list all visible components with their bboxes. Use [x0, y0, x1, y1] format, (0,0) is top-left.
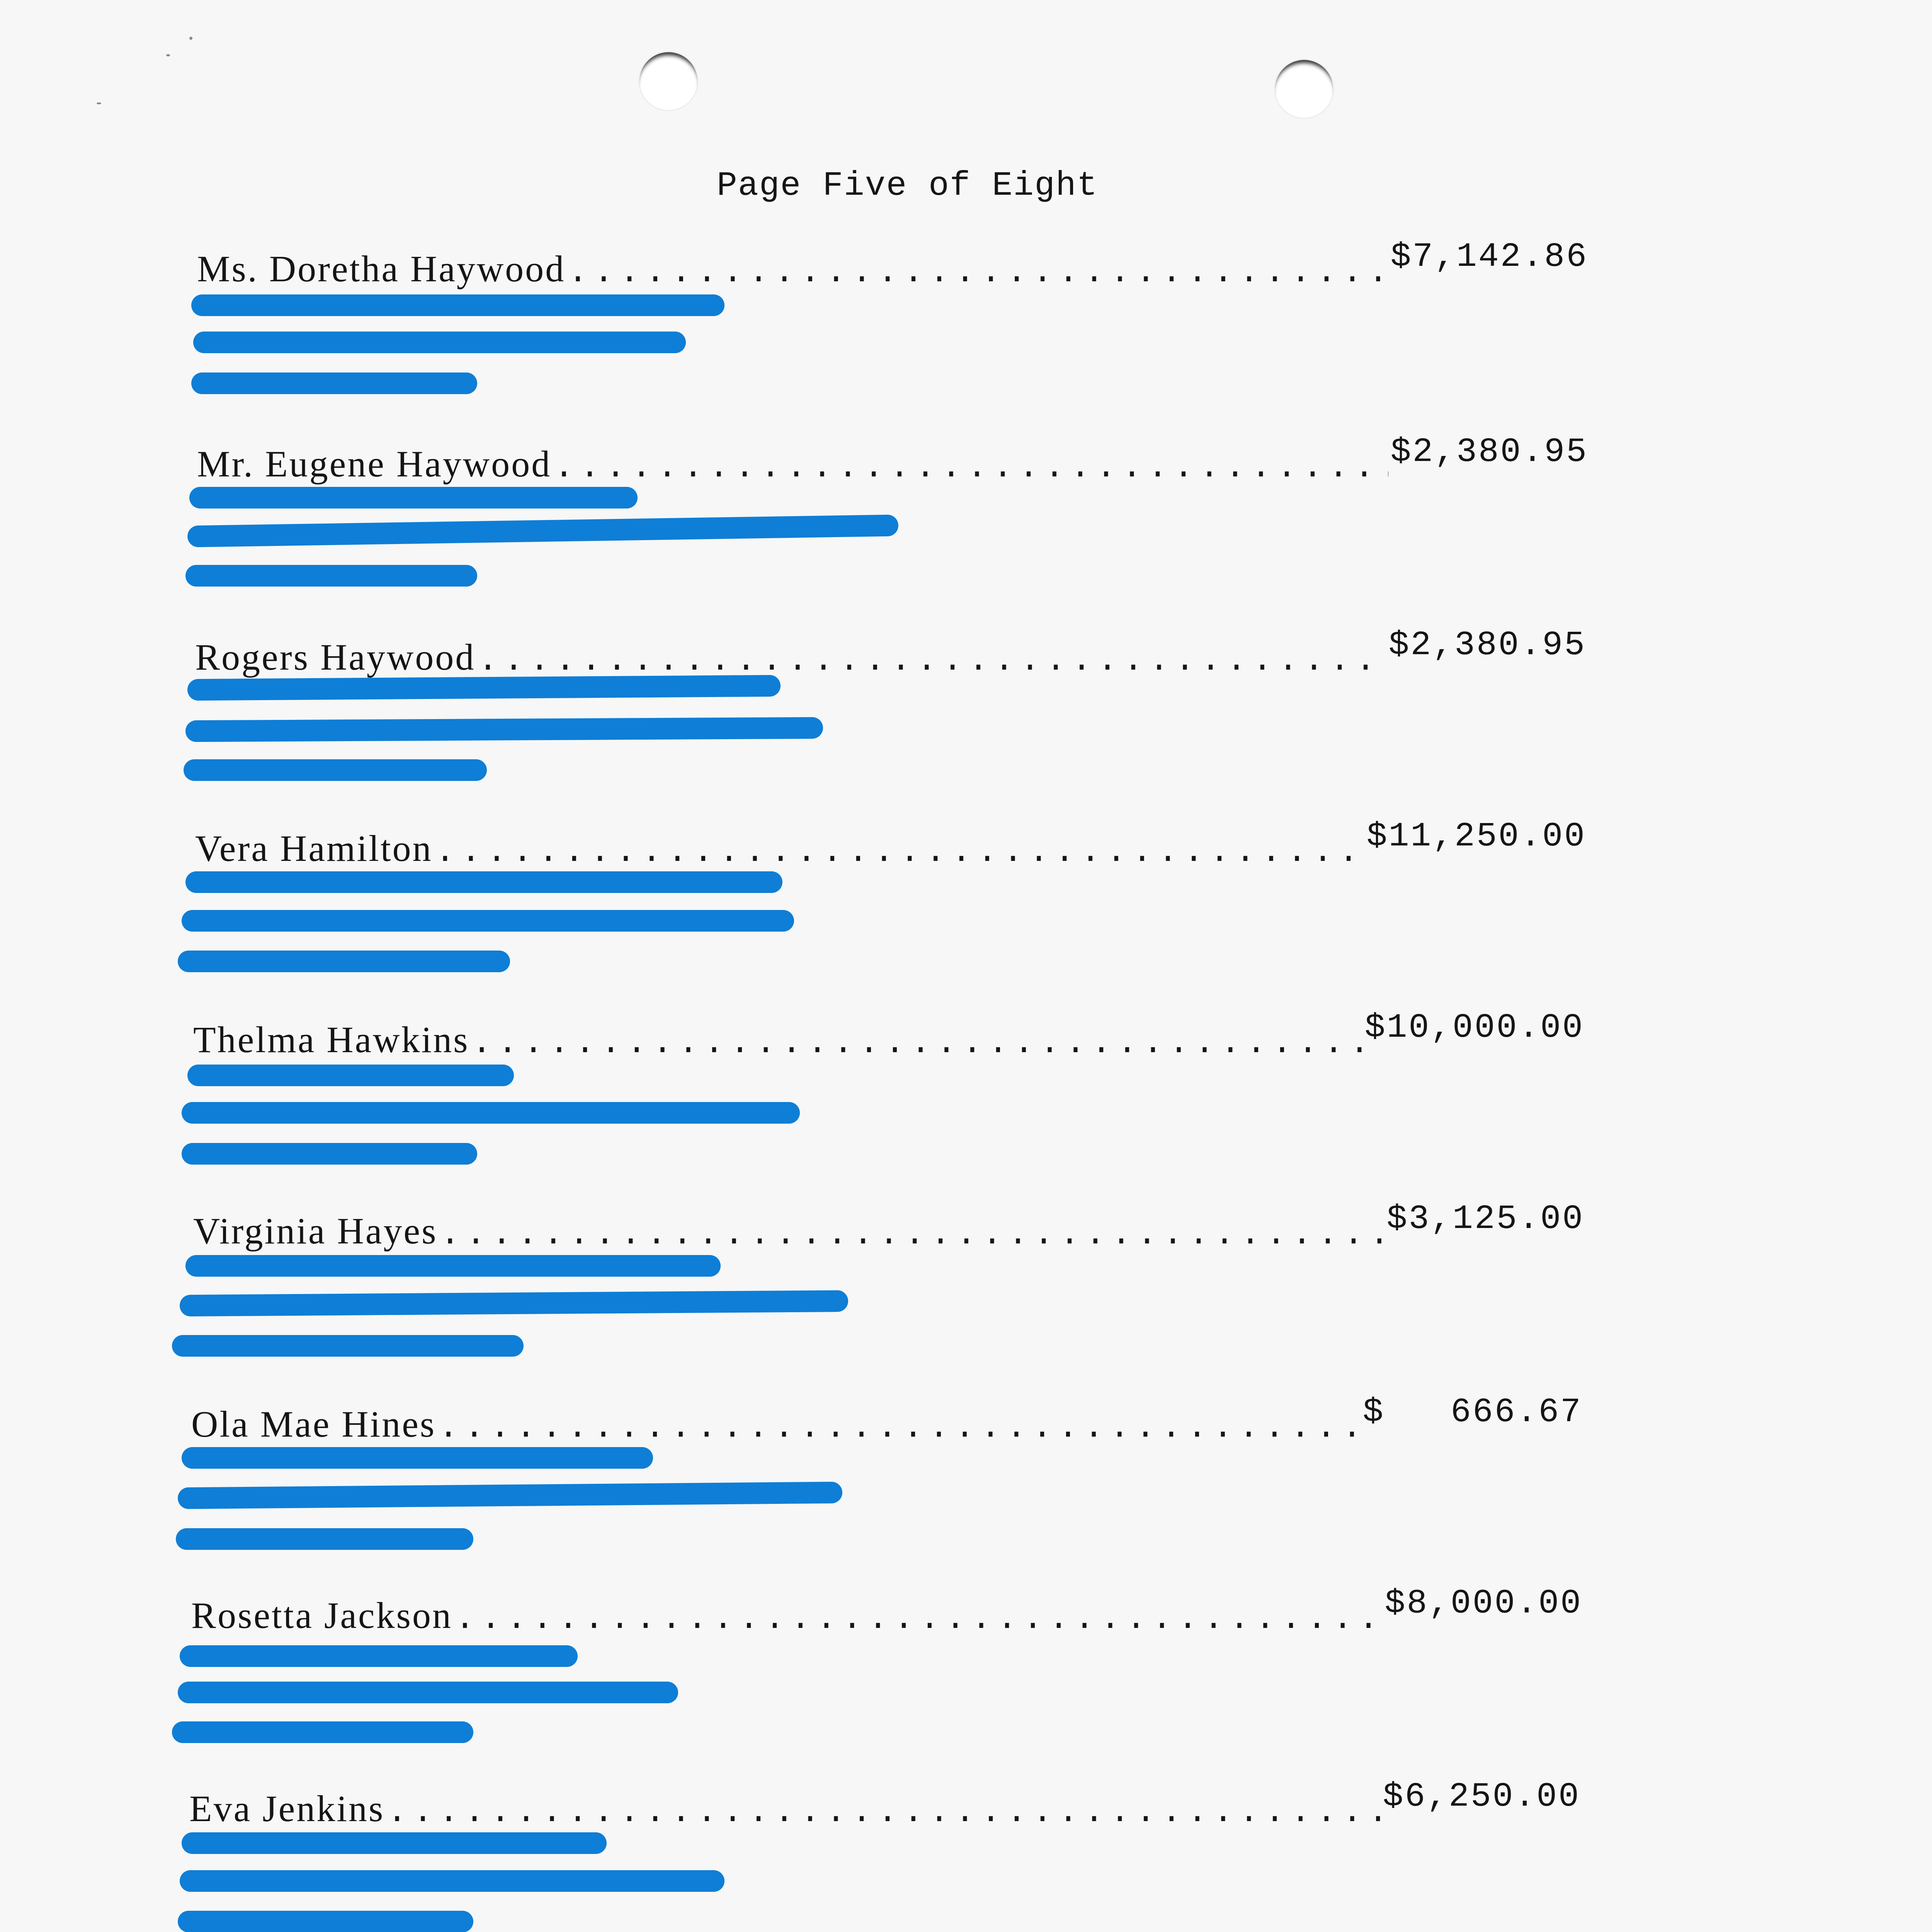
redaction-mark — [187, 675, 781, 701]
scan-speck — [166, 54, 170, 56]
redaction-mark — [185, 565, 477, 587]
redaction-mark — [178, 1911, 473, 1932]
punch-hole-right — [1275, 60, 1333, 118]
redaction-mark — [180, 1870, 724, 1892]
dot-leader — [568, 253, 1388, 292]
scan-speck — [97, 102, 101, 104]
redaction-mark — [191, 294, 724, 316]
redaction-mark — [185, 871, 782, 893]
amount-value: $2,380.95 — [1390, 433, 1588, 471]
dot-leader — [472, 1024, 1362, 1063]
amount-value: $10,000.00 — [1364, 1009, 1584, 1047]
entry-name-line — [195, 626, 1586, 680]
dot-leader — [387, 1793, 1380, 1832]
redaction-mark — [180, 1645, 578, 1667]
entry-name-line — [191, 1393, 1582, 1447]
recipient-name: Virginia Hayes — [193, 1210, 438, 1252]
redaction-mark — [182, 1143, 477, 1165]
scan-speck — [189, 37, 192, 40]
redaction-mark — [185, 717, 823, 742]
redaction-mark — [176, 1528, 473, 1550]
amount-value: $3,125.00 — [1386, 1200, 1584, 1238]
redaction-mark — [185, 1255, 721, 1277]
redaction-mark — [178, 951, 510, 972]
redaction-mark — [191, 372, 477, 394]
entry-name-line — [191, 1585, 1582, 1638]
redaction-mark — [187, 1065, 514, 1086]
entry-name-line — [197, 238, 1588, 292]
recipient-name: Mr. Eugene Haywood — [197, 443, 552, 485]
amount-value: $11,250.00 — [1366, 818, 1586, 856]
redaction-mark — [182, 910, 794, 932]
redaction-mark — [184, 759, 487, 781]
entry-name-line — [193, 1009, 1584, 1063]
redaction-mark — [178, 1481, 842, 1509]
dot-leader — [440, 1216, 1384, 1254]
dot-leader — [554, 449, 1388, 487]
amount-value: $6,250.00 — [1383, 1778, 1580, 1816]
redaction-mark — [172, 1335, 524, 1357]
punch-hole-left — [639, 52, 697, 110]
recipient-name: Ola Mae Hines — [191, 1403, 436, 1445]
recipient-name: Vera Hamilton — [195, 828, 433, 869]
dot-leader — [435, 833, 1364, 871]
entry-name-line — [197, 433, 1588, 487]
recipient-name: Rosetta Jackson — [191, 1595, 452, 1636]
redaction-mark — [182, 1102, 800, 1124]
recipient-name: Thelma Hawkins — [193, 1019, 469, 1060]
dot-leader — [455, 1600, 1383, 1638]
redaction-mark — [187, 515, 899, 548]
page-title: Page Five of Eight — [717, 167, 1098, 205]
dot-leader — [438, 1409, 1361, 1447]
dot-leader — [478, 642, 1386, 680]
amount-value: $ 666.67 — [1362, 1393, 1582, 1432]
redaction-mark — [193, 332, 686, 353]
recipient-name: Ms. Doretha Haywood — [197, 248, 566, 289]
amount-value: $7,142.86 — [1390, 238, 1588, 276]
redaction-mark — [182, 1447, 653, 1469]
recipient-name: Rogers Haywood — [195, 636, 476, 678]
entry-name-line — [189, 1778, 1580, 1832]
entry-name-line — [195, 818, 1586, 871]
redaction-mark — [189, 487, 638, 509]
amount-value: $2,380.95 — [1388, 626, 1586, 665]
redaction-mark — [182, 1832, 607, 1854]
redaction-mark — [172, 1721, 473, 1743]
recipient-name: Eva Jenkins — [189, 1788, 385, 1829]
redaction-mark — [178, 1682, 678, 1703]
entry-name-line — [193, 1200, 1584, 1254]
redaction-mark — [180, 1290, 848, 1316]
amount-value: $8,000.00 — [1384, 1585, 1582, 1623]
